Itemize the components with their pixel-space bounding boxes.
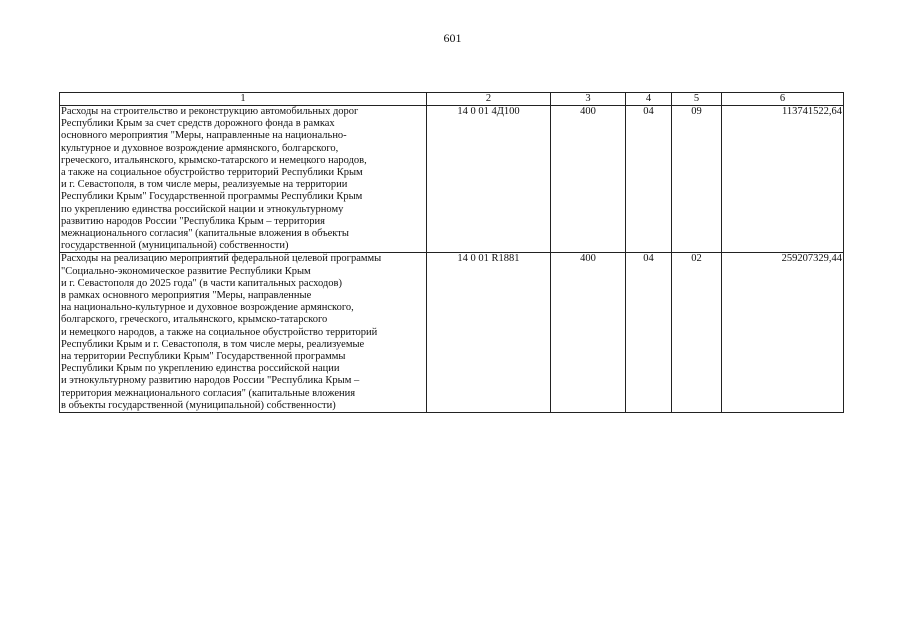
page-number: 601 (443, 31, 462, 45)
table-header-row (60, 93, 844, 106)
column-header: 4 (626, 93, 672, 106)
section-code: 04 (626, 253, 672, 413)
budget-table (59, 92, 844, 413)
table-row (60, 253, 844, 413)
subsection-code: 02 (672, 253, 722, 413)
column-header: 1 (60, 93, 427, 106)
target-article-code: 14 0 01 4Д100 (427, 106, 551, 253)
column-header: 2 (427, 93, 551, 106)
amount-value: 259207329,44 (722, 253, 844, 413)
section-code: 04 (626, 106, 672, 253)
expense-type-code: 400 (551, 253, 626, 413)
expense-description: Расходы на реализацию мероприятий федеральной целевой программы "Социально-экономическое развитие Республики Крым и г. Севастополя до 2025 года" (в части капитальных расходов) в рамках основного мероприятия "Меры, направленные на национально-культурное и духовное возрождение армянского, болгарского, греческого, итальянского, крымско-татарского и немецкого народов, а также на социальное обустройство территорий Республики Крым и г. Севастополя, в том числе меры, реализуемые на территории Республики Крым" Государственной программы Республики Крым по укреплению единства российской нации и этнокультурному развитию народов России "Республика Крым – территория межнационального согласия" (капитальные вложения в объекты государственной (муниципальной) собственности) (60, 253, 427, 413)
column-header: 6 (722, 93, 844, 106)
amount-value: 113741522,64 (722, 106, 844, 253)
column-header: 5 (672, 93, 722, 106)
target-article-code: 14 0 01 R1881 (427, 253, 551, 413)
subsection-code: 09 (672, 106, 722, 253)
expense-description: Расходы на строительство и реконструкцию автомобильных дорог Республики Крым за счет средств дорожного фонда в рамках основного мероприятия "Меры, направленные на национально- культурное и духовное возрождение армянского, болгарского, греческого, итальянского, крымско-татарского и немецкого народов, а также на социальное обустройство территорий Республики Крым и г. Севастополя, в том числе меры, реализуемые на территории Республики Крым" Государственной программы Республики Крым по укреплению единства российской нации и этнокультурному развитию народов России "Республика Крым – территория межнационального согласия" (капитальные вложения в объекты государственной (муниципальной) собственности) (60, 106, 427, 253)
table-row (60, 106, 844, 253)
expense-type-code: 400 (551, 106, 626, 253)
column-header: 3 (551, 93, 626, 106)
